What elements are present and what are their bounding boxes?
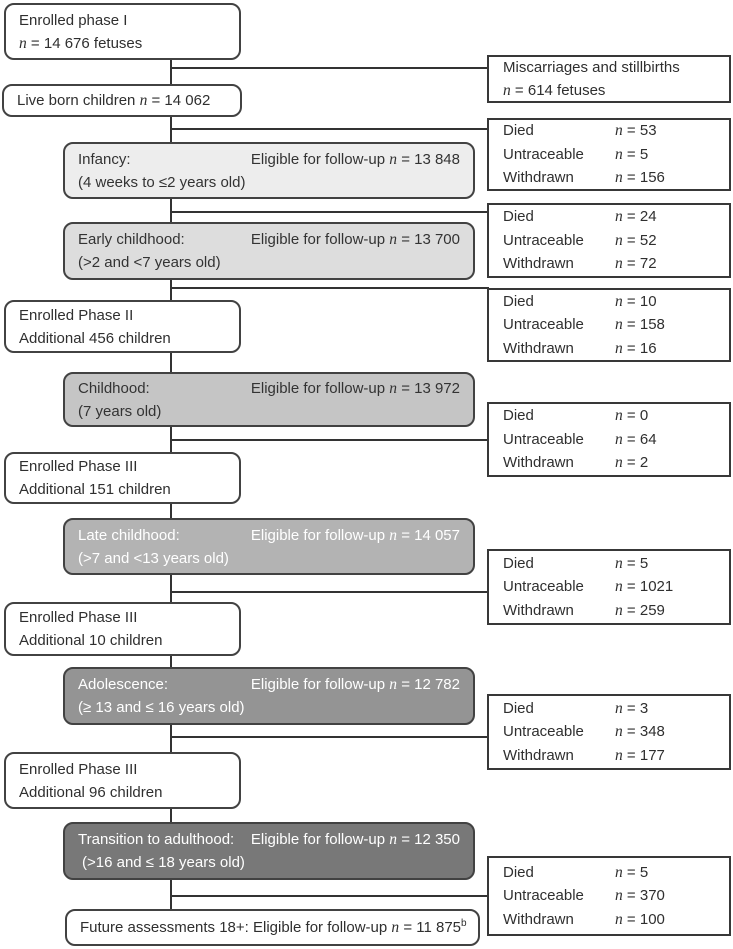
box-future-assessments [65, 909, 480, 946]
exclusion-row: Untraceable n = 64 [503, 430, 657, 448]
enrolled-phase-1-line1: Enrolled phase I [19, 11, 128, 29]
phase-eligible: Eligible for follow-up n = 13 700 [250, 231, 460, 248]
phase-box-childhood [63, 372, 475, 427]
exclusion-row: Untraceable n = 158 [503, 316, 665, 334]
n-symbol: n [615, 887, 623, 905]
phase-eligible: Eligible for follow-up n = 14 057 [250, 526, 460, 544]
branch-line-miscarriages [170, 67, 489, 69]
n-symbol: n [615, 208, 623, 226]
exclusion-row: Died n = 10 [503, 292, 657, 310]
exclusion-box-5 [487, 549, 731, 625]
phase-late-line1 [78, 524, 460, 547]
n-symbol: n [19, 34, 27, 52]
exclusion-row: Withdrawn n = 156 [503, 169, 665, 187]
n-symbol: n [615, 339, 623, 357]
exclusion-row: Died n = 5 [503, 554, 649, 572]
n-symbol: n [615, 554, 623, 572]
n-symbol: n [389, 831, 398, 848]
exclusion-row: Withdrawn n = 2 [503, 454, 649, 472]
enrolled-phase-3b-line2: Additional 10 children [19, 632, 163, 649]
phase-eligible: Eligible for follow-up n = 13 848 [250, 150, 460, 168]
branch-line-excl-2 [170, 211, 489, 213]
n-symbol: n [615, 292, 623, 310]
n-symbol: n [615, 231, 623, 249]
phase-age-range: (>7 and <13 years old) [78, 549, 229, 567]
exclusion-row: Untraceable n = 5 [503, 145, 649, 163]
n-symbol: n [615, 601, 623, 619]
n-symbol: n [615, 145, 623, 163]
exclusion-row: Withdrawn n = 100 [503, 910, 665, 928]
phase-title: Late childhood: [78, 526, 180, 544]
miscarriages-count: n = 614 fetuses [503, 82, 606, 99]
n-symbol: n [391, 918, 400, 936]
n-symbol: n [389, 526, 398, 544]
branch-line-excl-4 [170, 439, 489, 441]
n-symbol: n [389, 150, 398, 168]
exclusion-row: Untraceable n = 348 [503, 723, 665, 741]
enrolled-phase-2-line1: Enrolled Phase II [19, 306, 134, 324]
n-symbol: n [615, 122, 623, 140]
branch-line-excl-6 [170, 736, 489, 738]
n-symbol: n [389, 379, 398, 397]
n-symbol: n [615, 699, 623, 717]
branch-line-excl-3 [170, 287, 489, 289]
branch-line-excl-7 [170, 895, 489, 897]
exclusion-row: Withdrawn n = 16 [503, 339, 657, 357]
enrolled-phase-1-count: n = 14 676 fetuses [19, 34, 143, 52]
future-assessments-text: Future assessments 18+: Eligible for follow-up n = 11 875$^b$ [80, 917, 467, 936]
exclusion-box-7 [487, 856, 731, 936]
phase-box-late-childhood [63, 518, 475, 575]
phase-title: Childhood: [78, 379, 150, 397]
box-live-born [2, 84, 242, 117]
exclusion-row: Withdrawn n = 177 [503, 746, 665, 764]
exclusion-box-2 [487, 203, 731, 278]
exclusion-row: Died n = 24 [503, 208, 657, 226]
phase-age-range: (≥ 13 and ≤ 16 years old) [78, 699, 245, 716]
exclusion-row: Untraceable n = 370 [503, 887, 665, 905]
exclusion-row: Died n = 5 [503, 863, 649, 881]
phase-transition-line1 [78, 828, 460, 851]
exclusion-row: Died n = 0 [503, 407, 649, 425]
n-symbol: n [615, 454, 623, 472]
n-symbol: n [615, 578, 623, 596]
exclusion-row: Untraceable n = 52 [503, 231, 657, 249]
exclusion-row: Withdrawn n = 72 [503, 255, 657, 273]
phase-eligible: Eligible for follow-up n = 13 972 [250, 379, 460, 397]
phase-adolescence-line1 [78, 673, 460, 696]
phase-box-transition [63, 822, 475, 880]
phase-box-adolescence [63, 667, 475, 725]
enrolled-phase-2-line2: Additional 456 children [19, 329, 171, 347]
n-symbol: n [615, 255, 623, 273]
exclusion-box-4 [487, 402, 731, 477]
box-enrolled-phase-3a [4, 452, 241, 504]
enrolled-phase-3c-line2: Additional 96 children [19, 783, 163, 801]
n-symbol: n [389, 231, 398, 248]
n-symbol: n [615, 407, 623, 425]
n-symbol: n [615, 910, 623, 928]
phase-age-range: (4 weeks to ≤2 years old) [78, 173, 246, 191]
box-enrolled-phase-3c [4, 752, 241, 809]
exclusion-row: Withdrawn n = 259 [503, 601, 665, 619]
exclusion-row: Died n = 3 [503, 699, 649, 717]
phase-box-infancy [63, 142, 475, 199]
n-symbol: n [615, 863, 623, 881]
exclusion-box-3 [487, 288, 731, 362]
phase-early-line1 [78, 228, 460, 251]
phase-childhood-line1 [78, 377, 460, 400]
n-symbol: n [503, 82, 511, 99]
phase-title: Transition to adulthood: [78, 831, 235, 848]
enrolled-phase-3b-line1: Enrolled Phase III [19, 609, 138, 626]
n-symbol: n [615, 723, 623, 741]
live-born-line: Live born children n = 14 062 [17, 92, 211, 109]
phase-infancy-line1 [78, 148, 460, 171]
exclusion-row: Died n = 53 [503, 122, 657, 140]
phase-age-range: (>16 and ≤ 18 years old) [82, 854, 245, 871]
phase-eligible: Eligible for follow-up n = 12 350 [250, 831, 460, 848]
miscarriages-line1: Miscarriages and stillbirths [503, 59, 680, 76]
footnote-marker: b [461, 917, 467, 929]
n-symbol: n [615, 430, 623, 448]
box-enrolled-phase-3b [4, 602, 241, 656]
n-symbol: n [615, 746, 623, 764]
enrolled-phase-3a-line2: Additional 151 children [19, 481, 171, 498]
enrolled-phase-3a-line1: Enrolled Phase III [19, 458, 138, 475]
exclusion-row: Untraceable n = 1021 [503, 578, 674, 596]
phase-title: Adolescence: [78, 676, 169, 693]
exclusion-box-1 [487, 118, 731, 191]
phase-title: Early childhood: [78, 231, 185, 248]
phase-title: Infancy: [78, 150, 131, 168]
phase-age-range: (7 years old) [78, 402, 162, 420]
phase-box-early-childhood [63, 222, 475, 280]
box-enrolled-phase-2 [4, 300, 241, 353]
n-symbol: n [139, 92, 148, 109]
box-miscarriages [487, 55, 731, 103]
branch-line-excl-1 [170, 128, 489, 130]
branch-line-excl-5 [170, 591, 489, 593]
box-enrolled-phase-1 [4, 3, 241, 60]
phase-eligible: Eligible for follow-up n = 12 782 [250, 676, 460, 693]
phase-age-range: (>2 and <7 years old) [78, 254, 221, 271]
n-symbol: n [615, 316, 623, 334]
exclusion-box-6 [487, 694, 731, 770]
n-symbol: n [615, 169, 623, 187]
n-symbol: n [389, 676, 398, 693]
enrolled-phase-3c-line1: Enrolled Phase III [19, 760, 138, 778]
